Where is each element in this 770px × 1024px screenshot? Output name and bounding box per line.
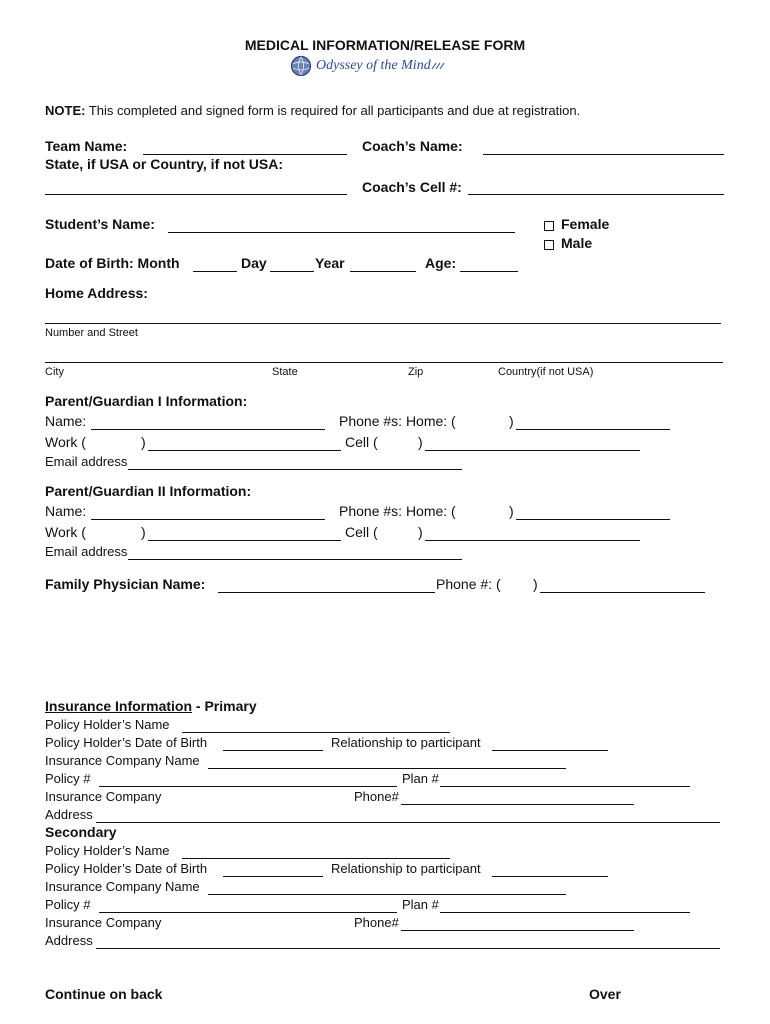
zip-caption: Zip xyxy=(408,366,424,378)
guardian1-email-label: Email address xyxy=(45,454,128,469)
physician-phone-label: Phone #: ( xyxy=(436,576,501,592)
dob-month-label: Date of Birth: Month xyxy=(45,255,180,271)
secondary-relationship-field[interactable] xyxy=(492,876,608,877)
coach-name-label: Coach’s Name: xyxy=(362,138,463,154)
female-checkbox[interactable] xyxy=(544,221,554,231)
secondary-company-label: Insurance Company xyxy=(45,915,162,930)
state-country-field[interactable] xyxy=(45,194,347,195)
coach-cell-label: Coach’s Cell #: xyxy=(362,179,462,195)
city-state-zip-field[interactable] xyxy=(45,362,723,363)
secondary-company-name-label: Insurance Company Name xyxy=(45,879,200,894)
secondary-holder-name-field[interactable] xyxy=(182,858,450,859)
primary-phone-label: Phone# xyxy=(354,789,399,804)
primary-holder-dob-field[interactable] xyxy=(223,750,323,751)
primary-policy-label: Policy # xyxy=(45,771,91,786)
primary-holder-name-label: Policy Holder’s Name xyxy=(45,717,170,732)
guardian2-cell-label: Cell ( xyxy=(345,524,378,540)
guardian2-email-field[interactable] xyxy=(128,559,462,560)
student-name-field[interactable] xyxy=(168,232,515,233)
note-line xyxy=(45,103,580,118)
guardian2-home-field[interactable] xyxy=(516,519,670,520)
primary-policy-field[interactable] xyxy=(99,786,397,787)
primary-holder-name-field[interactable] xyxy=(182,732,450,733)
primary-plan-label: Plan # xyxy=(402,771,439,786)
home-address-label: Home Address: xyxy=(45,285,148,301)
guardian1-cell-paren: ) xyxy=(418,434,423,450)
spark-icon xyxy=(431,61,445,71)
note-label: NOTE: xyxy=(45,103,86,118)
guardian2-home-paren: ) xyxy=(509,503,514,519)
secondary-phone-label: Phone# xyxy=(354,915,399,930)
number-street-caption: Number and Street xyxy=(45,327,138,339)
physician-name-field[interactable] xyxy=(218,592,435,593)
primary-phone-field[interactable] xyxy=(401,804,634,805)
guardian1-work-paren: ) xyxy=(141,434,146,450)
dob-month-field[interactable] xyxy=(193,271,237,272)
secondary-policy-field[interactable] xyxy=(99,912,397,913)
dob-year-label: Year xyxy=(315,255,345,271)
state-caption: State xyxy=(272,366,298,378)
note-text: This completed and signed form is required for all participants and due at registration. xyxy=(88,103,581,118)
guardian2-work-label: Work ( xyxy=(45,524,86,540)
coach-cell-field[interactable] xyxy=(468,194,724,195)
coach-name-field[interactable] xyxy=(483,154,724,155)
secondary-policy-label: Policy # xyxy=(45,897,91,912)
guardian1-home-paren: ) xyxy=(509,413,514,429)
guardian2-work-paren: ) xyxy=(141,524,146,540)
secondary-plan-label: Plan # xyxy=(402,897,439,912)
guardian2-heading: Parent/Guardian II Information: xyxy=(45,483,252,499)
secondary-address-field[interactable] xyxy=(96,948,720,949)
guardian2-cell-field[interactable] xyxy=(425,540,640,541)
team-name-field[interactable] xyxy=(143,154,347,155)
globe-icon xyxy=(290,55,312,77)
insurance-primary-label: - Primary xyxy=(192,698,257,714)
secondary-holder-dob-field[interactable] xyxy=(223,876,323,877)
guardian1-home-label: Phone #s: Home: ( xyxy=(339,413,456,429)
age-label: Age: xyxy=(425,255,457,271)
secondary-phone-field[interactable] xyxy=(401,930,634,931)
guardian1-name-field[interactable] xyxy=(91,429,325,430)
guardian1-heading: Parent/Guardian I Information: xyxy=(45,393,248,409)
guardian2-name-label: Name: xyxy=(45,503,87,519)
guardian1-work-label: Work ( xyxy=(45,434,86,450)
logo-text: Odyssey of the Mind xyxy=(316,58,431,73)
team-name-label: Team Name: xyxy=(45,138,128,154)
secondary-relationship-label: Relationship to participant xyxy=(331,861,481,876)
country-caption: Country(if not USA) xyxy=(498,366,594,378)
primary-plan-field[interactable] xyxy=(440,786,690,787)
primary-company-name-field[interactable] xyxy=(208,768,566,769)
primary-company-label: Insurance Company xyxy=(45,789,162,804)
secondary-plan-field[interactable] xyxy=(440,912,690,913)
secondary-holder-name-label: Policy Holder’s Name xyxy=(45,843,170,858)
city-caption: City xyxy=(45,366,64,378)
male-label: Male xyxy=(561,235,593,251)
physician-phone-field[interactable] xyxy=(540,592,705,593)
primary-holder-dob-label: Policy Holder’s Date of Birth xyxy=(45,735,208,750)
guardian2-cell-paren: ) xyxy=(418,524,423,540)
insurance-heading-title: Insurance Information xyxy=(45,698,193,714)
state-country-label: State, if USA or Country, if not USA: xyxy=(45,156,283,172)
guardian1-cell-label: Cell ( xyxy=(345,434,378,450)
primary-address-field[interactable] xyxy=(96,822,720,823)
guardian2-name-field[interactable] xyxy=(91,519,325,520)
over-label: Over xyxy=(589,986,621,1002)
guardian2-work-field[interactable] xyxy=(148,540,341,541)
secondary-holder-dob-label: Policy Holder’s Date of Birth xyxy=(45,861,208,876)
guardian1-home-field[interactable] xyxy=(516,429,670,430)
male-checkbox[interactable] xyxy=(544,240,554,250)
female-label: Female xyxy=(561,216,610,232)
primary-relationship-label: Relationship to participant xyxy=(331,735,481,750)
guardian1-name-label: Name: xyxy=(45,413,87,429)
guardian1-email-field[interactable] xyxy=(128,469,462,470)
odyssey-logo xyxy=(290,55,445,77)
student-name-label: Student’s Name: xyxy=(45,216,155,232)
age-field[interactable] xyxy=(460,271,518,272)
street-field[interactable] xyxy=(45,323,721,324)
physician-phone-paren: ) xyxy=(533,576,538,592)
dob-day-label: Day xyxy=(241,255,267,271)
guardian1-work-field[interactable] xyxy=(148,450,341,451)
primary-relationship-field[interactable] xyxy=(492,750,608,751)
form-title: MEDICAL INFORMATION/RELEASE FORM xyxy=(244,37,526,53)
dob-year-field[interactable] xyxy=(350,271,416,272)
secondary-heading: Secondary xyxy=(45,824,117,840)
guardian1-cell-field[interactable] xyxy=(425,450,640,451)
primary-company-name-label: Insurance Company Name xyxy=(45,753,200,768)
secondary-address-label: Address xyxy=(45,933,93,948)
primary-address-label: Address xyxy=(45,807,93,822)
physician-name-label: Family Physician Name: xyxy=(45,576,206,592)
secondary-company-name-field[interactable] xyxy=(208,894,566,895)
continue-on-back: Continue on back xyxy=(45,986,163,1002)
guardian2-home-label: Phone #s: Home: ( xyxy=(339,503,456,519)
insurance-heading xyxy=(45,698,257,714)
dob-day-field[interactable] xyxy=(270,271,314,272)
guardian2-email-label: Email address xyxy=(45,544,128,559)
